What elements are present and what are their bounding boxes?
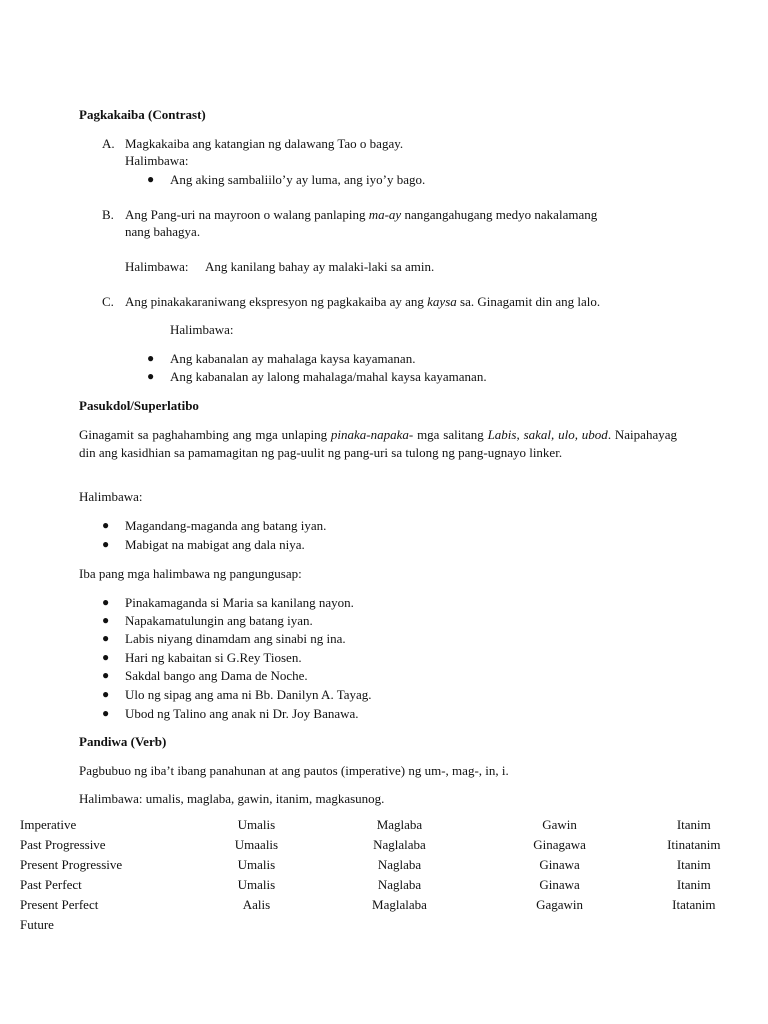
superlative-example-label: Halimbawa: [79,489,143,504]
table-cell: Maglalaba [372,897,427,912]
superlative-paragraph: Ginagamit sa paghahambing ang mga unlaping pinaka-napaka- mga salitang Labis, sakal, ulo, ubod. Naipahayag din ang kasidhian sa pamamagitan ng pag-uulit ng pang-uri sa tulong ng pang-ugnayo linker. [79,427,677,460]
item-b-example-text: Ang kanilang bahay ay malaki-laki sa amin. [205,259,435,274]
list-letter-b: B. [102,207,114,222]
more-examples-bullet: Napakamatulungin ang batang iyan. [125,613,313,628]
table-cell [311,917,487,937]
table-cell: Ginagawa [533,837,586,852]
bullet-marker: ● [102,687,110,701]
table-row [16,837,756,857]
bullet-marker: ● [102,668,110,682]
table-cell: Ginawa [539,877,580,892]
section-heading-superlative: Pasukdol/Superlatibo [79,398,199,413]
list-letter-c: C. [102,294,114,309]
table-cell: Umalis [237,877,276,892]
bullet-marker: ● [147,369,155,383]
table-cell: Naglaba [377,857,422,872]
bullet-marker: ● [102,537,110,551]
item-b-example-label: Halimbawa: [125,259,189,274]
verb-example: Halimbawa: umalis, maglaba, gawin, itanim, magkasunog. [79,791,385,806]
row-label: Imperative [20,817,77,832]
superlative-bullet: Magandang-maganda ang batang iyan. [125,518,327,533]
item-a-text: Magkakaiba ang katangian ng dalawang Tao o bagay. [125,136,404,151]
table-row [16,877,756,897]
item-b-text: Ang Pang-uri na mayroon o walang panlaping ma-ay nangangahugang medyo nakalamang [125,207,598,222]
table-row [16,917,756,937]
more-examples-label: Iba pang mga halimbawa ng pangungusap: [79,566,302,581]
more-examples-bullet: Ubod ng Talino ang anak ni Dr. Joy Banawa. [125,706,359,721]
more-examples-bullet: Pinakamaganda si Maria sa kanilang nayon. [125,595,354,610]
bullet-marker: ● [102,631,110,645]
row-label: Past Progressive [20,837,106,852]
table-cell [202,917,312,937]
table-row [16,817,756,837]
item-a-bullet: Ang aking sambaliilo’y ay luma, ang iyo’y bago. [170,172,426,187]
bullet-marker: ● [102,613,110,627]
bullet-marker: ● [102,518,110,532]
table-cell: Gawin [542,817,577,832]
table-cell: Itanim [676,877,711,892]
table-cell: Umalis [237,817,276,832]
item-c-text: Ang pinakakaraniwang ekspresyon ng pagkakaiba ay ang kaysa sa. Ginagamit din ang lalo. [125,294,601,309]
superlative-bullet: Mabigat na mabigat ang dala niya. [125,537,305,552]
table-cell: Itanim [676,857,711,872]
row-label: Present Perfect [20,897,99,912]
item-c-bullet: Ang kabanalan ay mahalaga kaysa kayamanan. [170,351,416,366]
row-label: Future [20,917,54,932]
more-examples-bullet: Labis niyang dinamdam ang sinabi ng ina. [125,631,346,646]
item-a-example-label: Halimbawa: [125,153,189,168]
table-cell: Umaalis [234,837,279,852]
item-c-bullet: Ang kabanalan ay lalong mahalaga/mahal kaysa kayamanan. [170,369,487,384]
list-letter-a: A. [102,136,115,151]
item-c-example-label: Halimbawa: [170,322,234,337]
item-b-text-line2: nang bahagya. [125,224,201,239]
table-cell: Naglalaba [373,837,426,852]
table-cell: Ginawa [539,857,580,872]
table-cell: Gagawin [536,897,584,912]
row-label: Past Perfect [20,877,82,892]
verb-conjugation-table [16,817,756,937]
bullet-marker: ● [102,595,110,609]
table-row [16,857,756,877]
bullet-marker: ● [102,706,110,720]
more-examples-bullet: Sakdal bango ang Dama de Noche. [125,668,308,683]
table-row [16,897,756,917]
bullet-marker: ● [147,351,155,365]
table-cell [632,917,756,937]
more-examples-bullet: Hari ng kabaitan si G.Rey Tiosen. [125,650,302,665]
section-heading-contrast: Pagkakaiba (Contrast) [79,107,206,122]
table-cell: Naglaba [377,877,422,892]
table-cell: Aalis [242,897,271,912]
verb-intro: Pagbubuo ng iba’t ibang panahunan at ang pautos (imperative) ng um-, mag-, in, i. [79,763,509,778]
bullet-marker: ● [102,650,110,664]
table-cell: Umalis [237,857,276,872]
table-cell: Itatanim [672,897,716,912]
bullet-marker: ● [147,172,155,186]
section-heading-verb: Pandiwa (Verb) [79,734,167,749]
table-cell [488,917,632,937]
table-cell: Itinatanim [667,837,721,852]
row-label: Present Progressive [20,857,123,872]
table-cell: Maglaba [376,817,423,832]
more-examples-bullet: Ulo ng sipag ang ama ni Bb. Danilyn A. Tayag. [125,687,372,702]
table-cell: Itanim [676,817,711,832]
